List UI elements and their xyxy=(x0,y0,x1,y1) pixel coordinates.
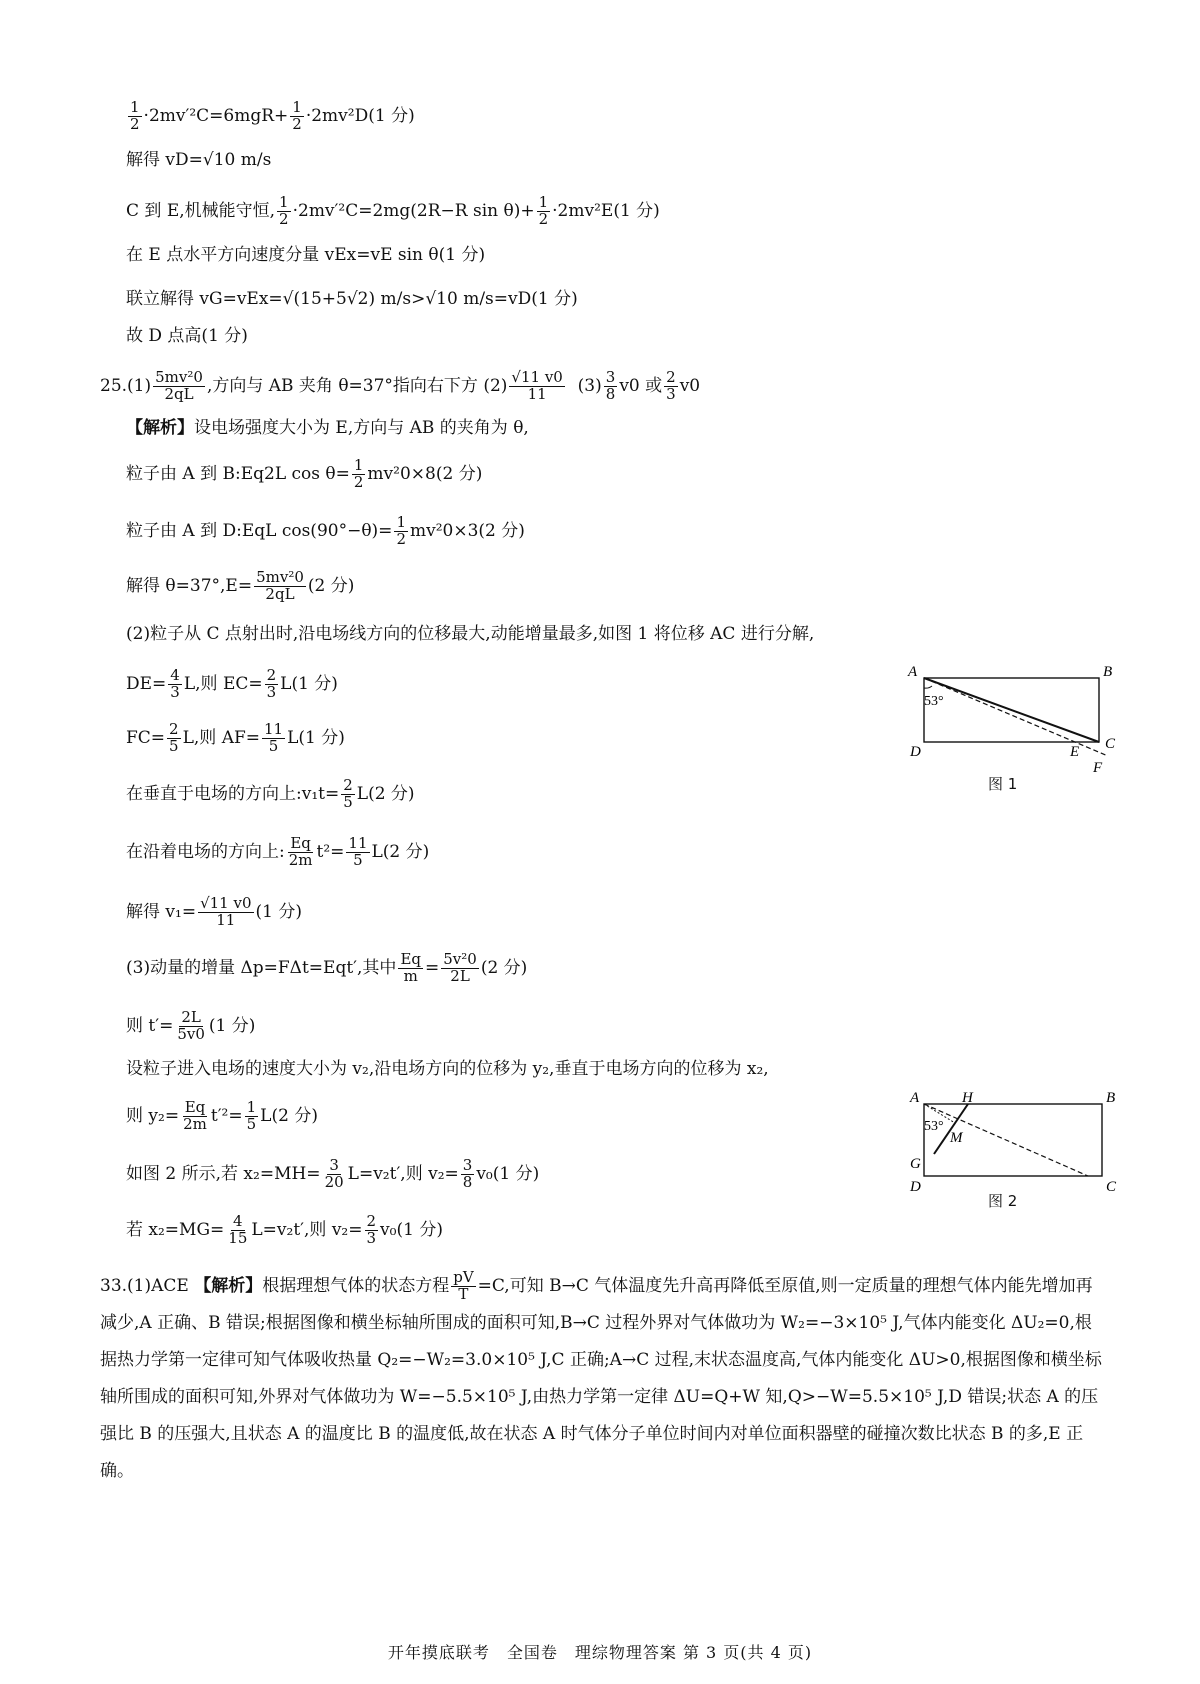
eq-along: 在沿着电场的方向上: $\frac{Eq}{2m}$ t²= $\frac{11}{5}$ L(2 分) xyxy=(126,834,430,869)
fraction: $\frac{Eq}{m}$ xyxy=(400,950,421,985)
figure-2-caption: 图 2 xyxy=(988,1192,1018,1210)
figure-2 xyxy=(900,1088,1120,1198)
fraction: $\frac{4}{3}$ xyxy=(170,666,180,701)
part-2-intro: (2)粒子从 C 点射出时,沿电场线方向的位移最大,动能增量最多,如图 1 将位移 AC 进行分解, xyxy=(126,624,815,644)
part-3-intro: (3)动量的增量 Δp=FΔt=Eqt′,其中 $\frac{Eq}{m}$ = $\frac{\text{5v²0}}{2L}$ (2 分) xyxy=(126,950,528,985)
label-b: B xyxy=(1103,664,1113,680)
label-c: C xyxy=(1106,1179,1117,1195)
eq-ab: 粒子由 A 到 B:Eq2L cos θ= $\frac{1}{2}$ mv²0×8(2 分) xyxy=(126,456,483,491)
eq-line-5: 联立解得 vG=vEx=√(15+5√2) m/s>√10 m/s=vD(1 分) xyxy=(126,289,578,309)
fraction: $\frac{3}{8}$ xyxy=(605,368,616,403)
fraction: $\frac{1}{2}$ xyxy=(353,456,364,491)
fraction: $\frac{4}{15}$ xyxy=(228,1212,248,1247)
angle-label: 53° xyxy=(924,694,944,709)
eq-line-1: $\frac{1}{2}$ ·2mv′²C=6mgR+ $\frac{1}{2}$ ·2mv²D(1 分) xyxy=(130,98,415,133)
fraction: $\frac{1}{5}$ xyxy=(246,1098,257,1133)
angle-label: 53° xyxy=(924,1119,944,1134)
eq-line-4: 在 E 点水平方向速度分量 vEx=vE sin θ(1 分) xyxy=(126,245,486,265)
eq-solve-1: 解得 θ=37°,E= $\frac{\text{5mv²0}}{2qL}$ (2 分) xyxy=(126,568,355,603)
label-h: H xyxy=(962,1090,973,1106)
fraction: $\frac{2}{3}$ xyxy=(366,1212,377,1247)
page-footer: 开年摸底联考 全国卷 理综物理答案 第 3 页(共 4 页) xyxy=(387,1643,813,1662)
fraction: $\frac{1}{2}$ xyxy=(292,98,302,133)
fraction: $\frac{11}{5}$ xyxy=(264,720,284,755)
eq-solve-2: 解得 v₁= $\frac{√11 v0}{11}$ (1 分) xyxy=(126,894,302,929)
eq-mg: 若 x₂=MG= $\frac{4}{15}$ L=v₂t′,则 v₂= $\frac{2}{3}$ v₀(1 分) xyxy=(126,1212,443,1247)
label-a: A xyxy=(910,1090,920,1106)
figure-1 xyxy=(900,660,1120,790)
fraction: $\frac{2}{5}$ xyxy=(343,776,353,811)
fraction: $\frac{Eq}{2m}$ xyxy=(183,1098,207,1133)
label-m: M xyxy=(950,1130,963,1146)
eq-line-3: C 到 E,机械能守恒, $\frac{1}{2}$ ·2mv′²C=2mg(2R−R sin θ)+ $\frac{1}{2}$ ·2mv²E(1 分) xyxy=(126,193,660,228)
figure-1-caption: 图 1 xyxy=(988,775,1018,793)
fraction: $\frac{11}{5}$ xyxy=(348,834,368,869)
fraction: $\frac{√11 v0}{11}$ xyxy=(511,368,563,403)
fraction: $\frac{2L}{5v0}$ xyxy=(177,1008,205,1043)
eq-y2: 则 y₂= $\frac{Eq}{2m}$ t′²= $\frac{1}{5}$ L(2 分) xyxy=(126,1098,318,1133)
set-v2: 设粒子进入电场的速度大小为 v₂,沿电场方向的位移为 y₂,垂直于电场方向的位移为 x₂, xyxy=(126,1059,769,1079)
analysis-line: 【解析】设电场强度大小为 E,方向与 AB 的夹角为 θ, xyxy=(126,418,529,438)
eq-tprime: 则 t′= $\frac{2L}{5v0}$ (1 分) xyxy=(126,1008,256,1043)
eq-fc: FC= $\frac{2}{5}$ L,则 AF= $\frac{11}{5}$ L(1 分) xyxy=(126,720,345,755)
fraction: $\frac{2}{3}$ xyxy=(666,368,676,403)
fraction: $\frac{1}{2}$ xyxy=(130,98,140,133)
label-a: A xyxy=(908,664,918,680)
label-g: G xyxy=(910,1156,921,1172)
fraction: $\frac{pV}{T}$ xyxy=(453,1268,474,1303)
label-d: D xyxy=(910,1179,921,1195)
fraction: $\frac{3}{8}$ xyxy=(462,1156,473,1191)
eq-de: DE= $\frac{4}{3}$ L,则 EC= $\frac{2}{3}$ L(1 分) xyxy=(126,666,338,701)
q25-answer: 25.(1) $\frac{\text{5mv²0}}{2qL}$ ,方向与 AB 夹角 θ=37°指向右下方 (2) $\frac{√11 v0}{11}$ (3) $\frac{3}{8}$ v0 或 $\frac{2}{3}$ v0 xyxy=(100,368,701,403)
fraction: $\frac{\text{5mv²0}}{2qL}$ xyxy=(256,568,304,603)
q33-paragraph: 33.(1)ACE 【解析】根据理想气体的状态方程 $\frac{pV}{T}$ =C,可知 B→C 气体温度先升高再降低至原值,则一定质量的理想气体内能先增加再减少,A 正确、B 错误;根据图像和横坐标轴所围成的面积可知,B→C 过程外界对气体做功为 W₂=−3×10⁵ J,气体内能变化 ΔU₂=0,根据热力学第一定律可知气体吸收热量 Q₂=−W₂=3.0×10⁵ J,C 正确;A→C 过程,末状态温度高,气体内能变化 ΔU>0,根据图像和横坐标轴所围成的面积可知,外界对气体做功为 W=−5.5×10⁵ J,由热力学第一定律 ΔU=Q+W 知,Q>−W=5.5×10⁵ J,D 错误;状态 A 的压强比 B 的压强大,且状态 A 的温度比 B 的温度低,故在状态 A 时气体分子单位时间内对单位面积器壁的碰撞次数比状态 B 的多,E 正确。 xyxy=(100,1268,1102,1481)
label-e: E xyxy=(1070,744,1080,760)
label-f: F xyxy=(1093,760,1103,776)
label-c: C xyxy=(1105,736,1116,752)
fraction: $\frac{2}{3}$ xyxy=(266,666,277,701)
fraction: $\frac{1}{2}$ xyxy=(396,513,406,548)
eq-line-2: 解得 vD=√10 m/s xyxy=(126,150,272,170)
eq-line-6: 故 D 点高(1 分) xyxy=(126,326,248,346)
fraction: $\frac{\text{5mv²0}}{2qL}$ xyxy=(155,368,203,403)
label-b: B xyxy=(1106,1090,1116,1106)
fraction: $\frac{1}{2}$ xyxy=(538,193,549,228)
fraction: $\frac{\text{5v²0}}{2L}$ xyxy=(443,950,477,985)
fraction: $\frac{√11 v0}{11}$ xyxy=(200,894,252,929)
label-d: D xyxy=(910,744,921,760)
eq-perp: 在垂直于电场的方向上:v₁t= $\frac{2}{5}$ L(2 分) xyxy=(126,776,415,811)
fraction: $\frac{Eq}{2m}$ xyxy=(288,834,313,869)
fraction: $\frac{1}{2}$ xyxy=(279,193,289,228)
fraction: $\frac{2}{5}$ xyxy=(169,720,179,755)
eq-mh: 如图 2 所示,若 x₂=MH= $\frac{3}{20}$ L=v₂t′,则 v₂= $\frac{3}{8}$ v₀(1 分) xyxy=(126,1156,540,1191)
eq-ad: 粒子由 A 到 D:EqL cos(90°−θ)= $\frac{1}{2}$ mv²0×3(2 分) xyxy=(126,513,525,548)
fraction: $\frac{3}{20}$ xyxy=(324,1156,344,1191)
analysis-tag: 【解析】 xyxy=(126,418,194,438)
